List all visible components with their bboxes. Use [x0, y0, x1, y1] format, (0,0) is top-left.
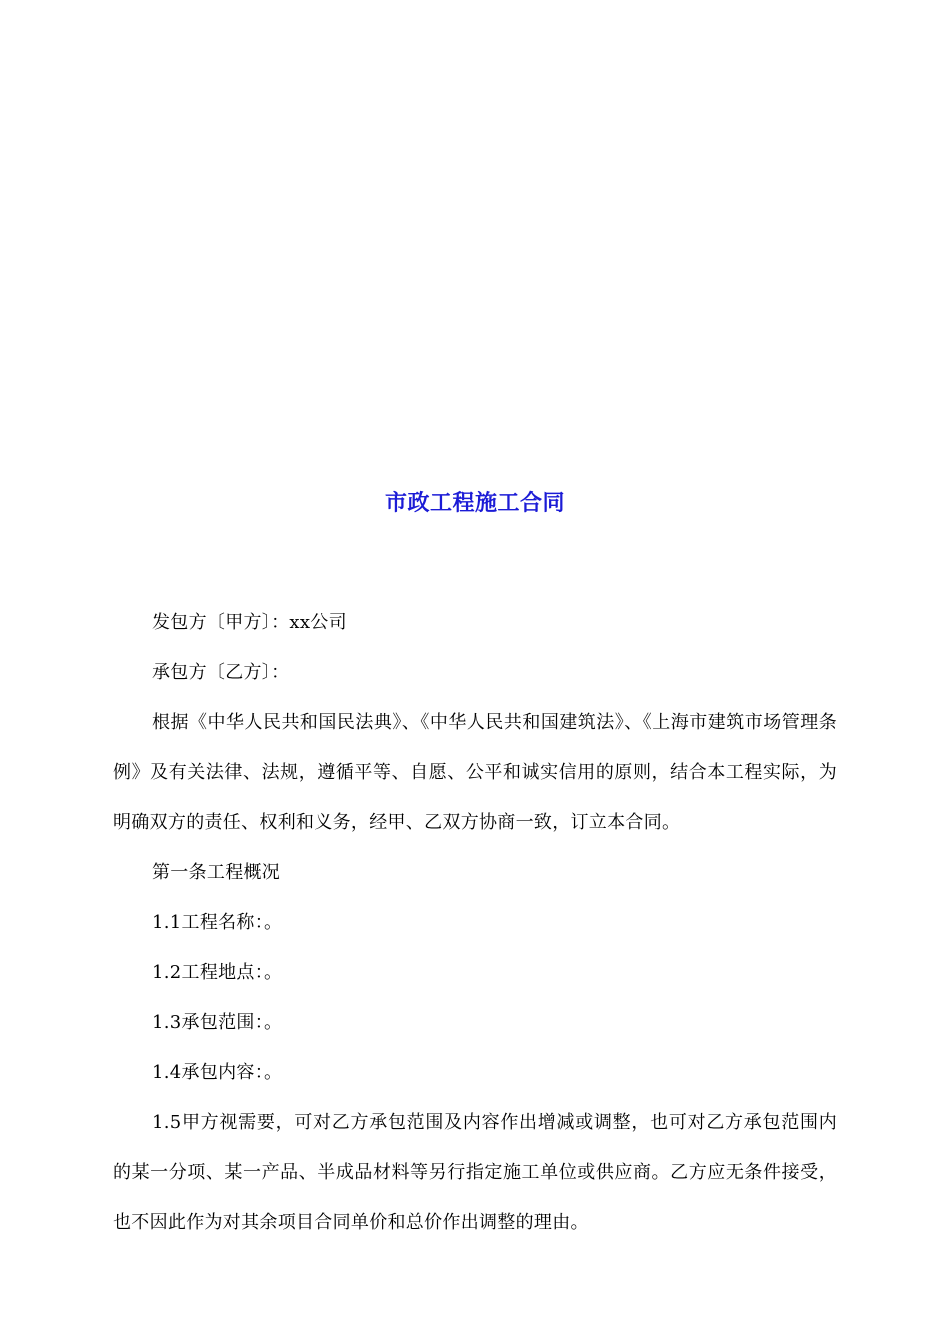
clause-1-4: 1.4承包内容：。	[152, 1062, 283, 1083]
clause-1-5: 1.5甲方视需要，可对乙方承包范围及内容作出增减或调整，也可对乙方承包范围内的某一分项、某一产品、半成品材料等另行指定施工单位或供应商。乙方应无条件接受，也不因此作为对其余项目合同单价和总价作出调整的理由。	[113, 1112, 837, 1233]
document-body	[113, 598, 837, 1248]
clause-1-2: 1.2工程地点：。	[152, 962, 283, 983]
clause-1-1: 1.1工程名称：。	[152, 912, 283, 933]
document-title: 市政工程施工合同	[384, 491, 565, 516]
party-b-line: 承包方〔乙方〕：	[152, 662, 290, 683]
article-1-heading: 第一条工程概况	[152, 862, 281, 883]
clause-1-3: 1.3承包范围：。	[152, 1012, 283, 1033]
party-a-line: 发包方〔甲方〕：xx公司	[152, 612, 347, 633]
preamble-paragraph: 根据《中华人民共和国民法典》、《中华人民共和国建筑法》、《上海市建筑市场管理条例》及有关法律、法规，遵循平等、自愿、公平和诚实信用的原则，结合本工程实际，为明确双方的责任、权利和义务，经甲、乙双方协商一致，订立本合同。	[113, 712, 837, 833]
